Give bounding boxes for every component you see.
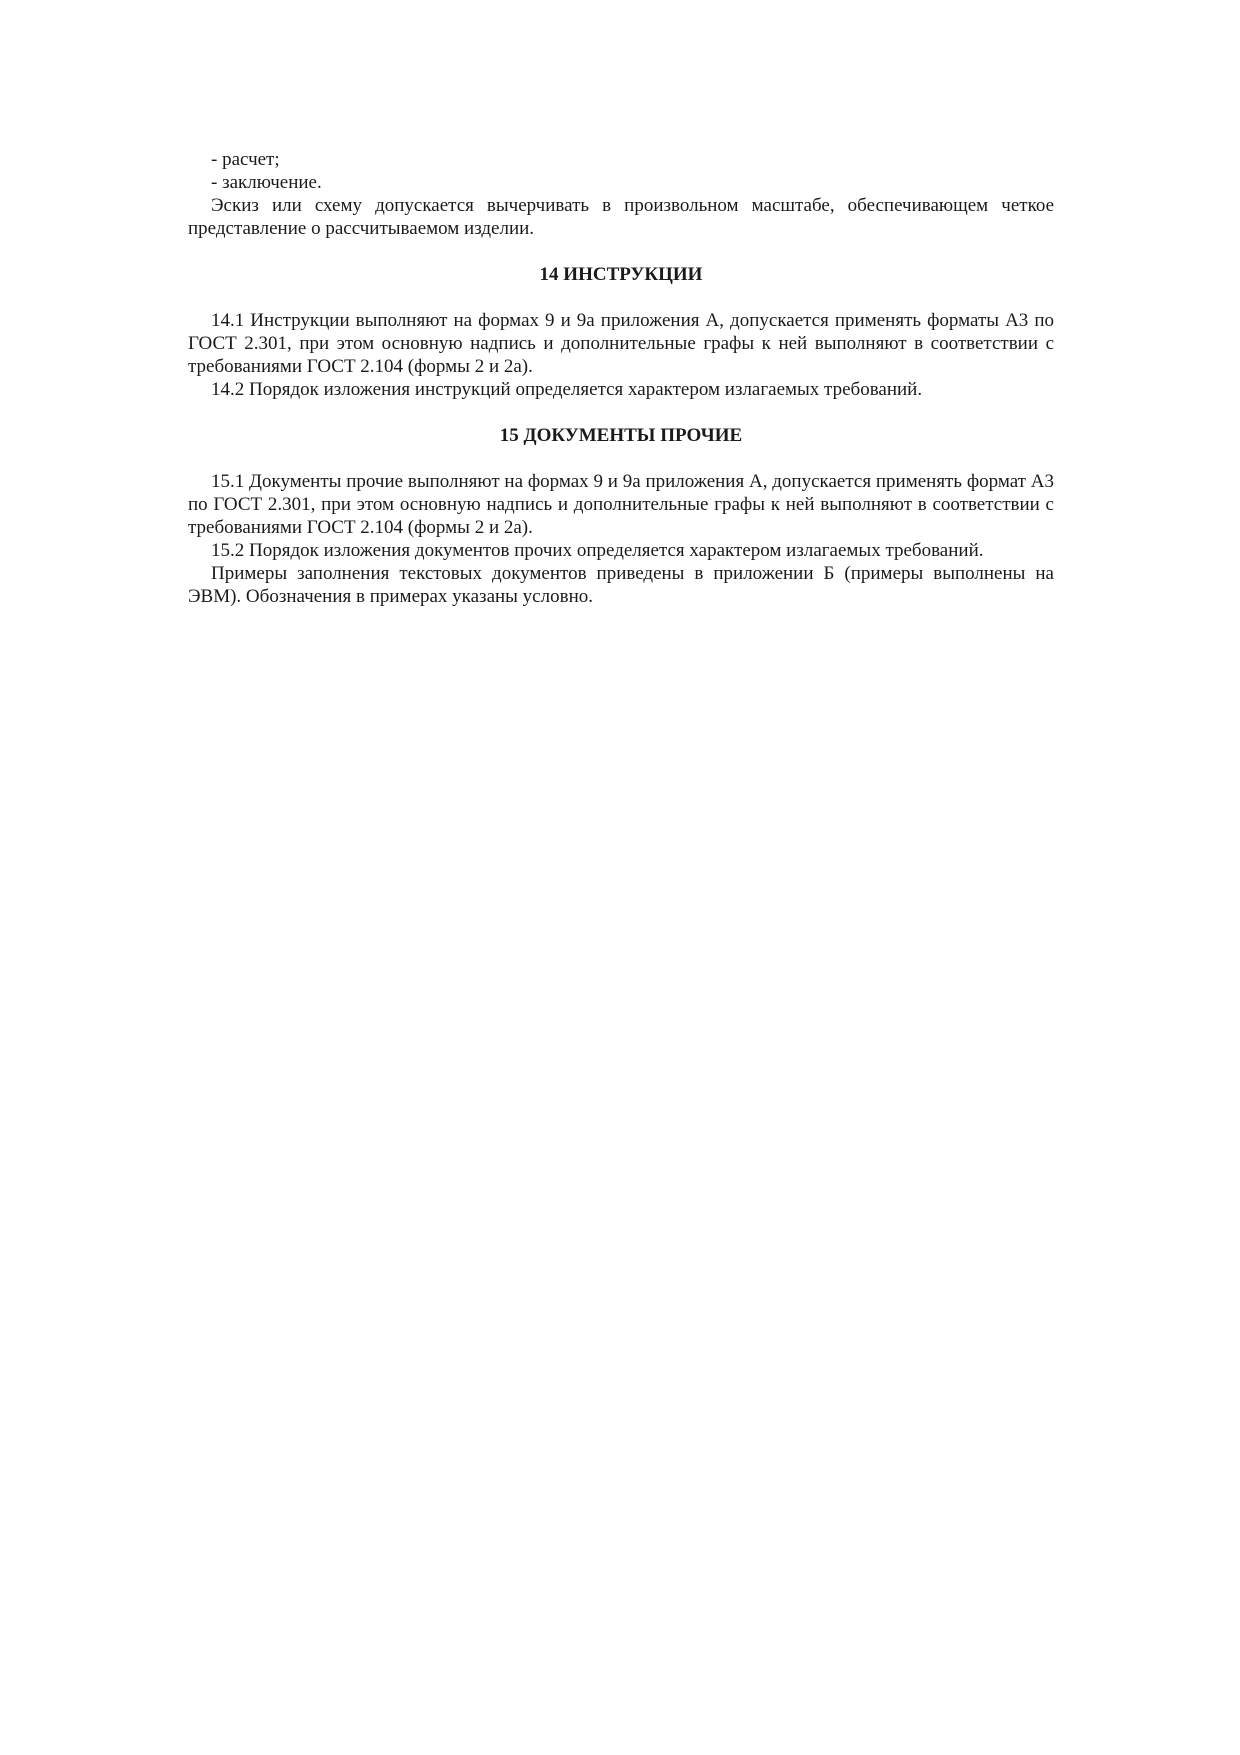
document-body xyxy=(188,148,1054,608)
section-14-heading: 14 ИНСТРУКЦИИ xyxy=(539,264,703,285)
spacer xyxy=(188,286,1054,309)
section-15-heading: 15 ДОКУМЕНТЫ ПРОЧИЕ xyxy=(499,425,743,446)
section-15-paragraph-1: 15.1 Документы прочие выполняют на формах 9 и 9а приложения А, допускается применять формат А3 по ГОСТ 2.301, при этом основную надпись и дополнительные графы к ней выполняют в соответствии с требованиями ГОСТ 2.104 (формы 2 и 2а). xyxy=(188,471,1054,538)
section-14-paragraph-1: 14.1 Инструкции выполняют на формах 9 и 9а приложения А, допускается применять форматы А3 по ГОСТ 2.301, при этом основную надпись и дополнительные графы к ней выполняют в соответствии с требованиями ГОСТ 2.104 (формы 2 и 2а). xyxy=(188,310,1054,377)
spacer xyxy=(188,447,1054,470)
intro-paragraph: Эскиз или схему допускается вычерчивать в произвольном масштабе, обеспечивающем четкое представление о рассчитываемом изделии. xyxy=(188,195,1054,239)
section-15-paragraph-2: 15.2 Порядок изложения документов прочих определяется характером излагаемых требований. xyxy=(211,540,984,561)
list-item-conclusion: - заключение. xyxy=(211,172,322,193)
spacer xyxy=(188,240,1054,263)
section-15-paragraph-3: Примеры заполнения текстовых документов приведены в приложении Б (примеры выполнены на ЭВМ). Обозначения в примерах указаны условно. xyxy=(188,563,1054,607)
section-14-paragraph-2: 14.2 Порядок изложения инструкций определяется характером излагаемых требований. xyxy=(211,379,923,400)
list-item-calculation: - расчет; xyxy=(211,149,280,170)
spacer xyxy=(188,401,1054,424)
